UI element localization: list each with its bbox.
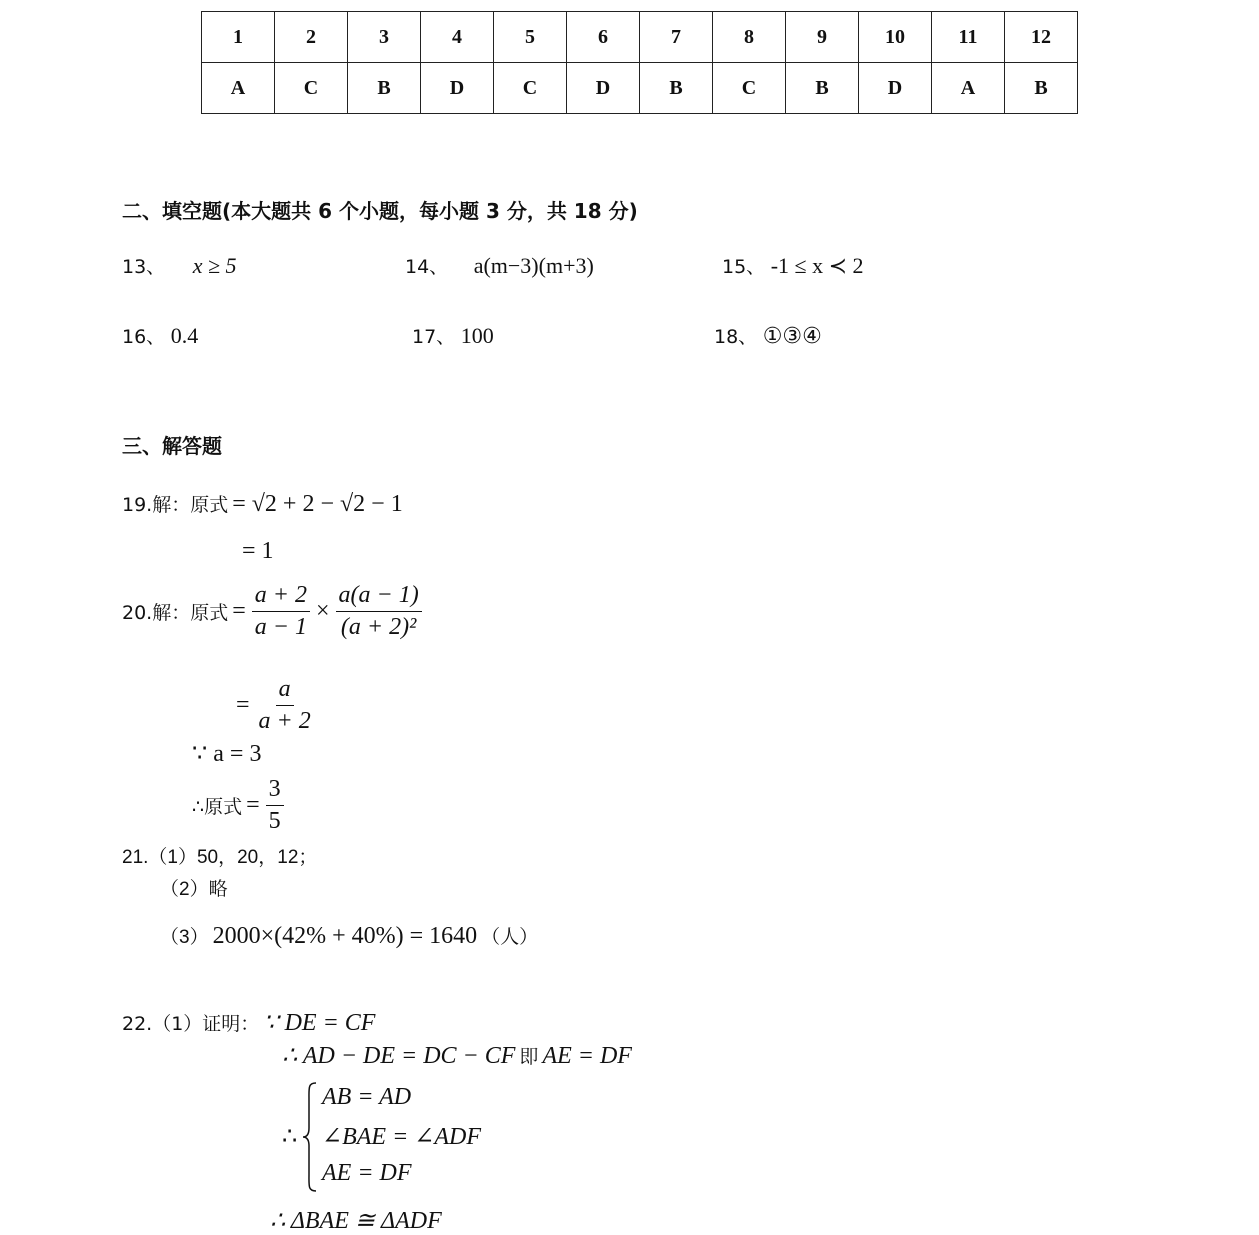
table-cell: B <box>348 63 421 114</box>
q21-line2: （2）略 <box>160 879 228 900</box>
table-cell: B <box>1005 63 1078 114</box>
q22-system-2: ∠BAE = ∠ADF <box>322 1124 482 1150</box>
table-cell: A <box>932 63 1005 114</box>
q22-derivation: ∴ AD − DE = DC − CF <box>282 1043 516 1069</box>
fraction-4 <box>266 776 284 835</box>
q21-line3 <box>160 922 538 950</box>
fill-item-13 <box>122 252 237 279</box>
table-cell: 12 <box>1005 12 1078 63</box>
item-label: 16、 <box>122 326 166 348</box>
item-answer: -1 ≤ x ≺ 2 <box>770 253 864 278</box>
fill-item-17 <box>412 322 494 349</box>
fill-item-14 <box>405 252 594 279</box>
table-cell: 8 <box>713 12 786 63</box>
table-cell: 10 <box>859 12 932 63</box>
answer-table-answer-row <box>202 63 1078 114</box>
fill-item-15 <box>722 252 864 279</box>
equals-sign: = <box>236 692 250 718</box>
fraction-numerator: a(a − 1) <box>336 582 422 612</box>
q20-line1 <box>122 582 424 641</box>
item-answer: 100 <box>460 323 494 348</box>
q22-therefore: ∴ <box>282 1124 298 1150</box>
fraction-numerator: a + 2 <box>252 582 310 612</box>
item-label: 13、 <box>122 256 166 278</box>
therefore-label: ∴原式 <box>192 796 243 818</box>
q22-line1 <box>122 1008 375 1037</box>
table-cell: C <box>494 63 567 114</box>
q19-line1 <box>122 490 403 518</box>
table-cell: D <box>859 63 932 114</box>
table-cell: C <box>713 63 786 114</box>
equals-sign: = <box>232 598 246 624</box>
left-brace-icon <box>300 1080 320 1194</box>
q20-line2 <box>236 676 316 735</box>
q21-expr: 2000×(42% + 40%) = 1640 <box>212 923 478 949</box>
table-cell: 7 <box>640 12 713 63</box>
q22-ji: 即 <box>519 1046 539 1068</box>
q22-label: 22.（1）证明： <box>122 1013 260 1035</box>
table-cell: 2 <box>275 12 348 63</box>
table-cell: D <box>421 63 494 114</box>
fraction-numerator: a <box>276 676 294 706</box>
q22-given: ∵ DE = CF <box>263 1010 376 1036</box>
q20-label: 20.解：原式 <box>122 602 229 624</box>
fraction-2 <box>336 582 422 641</box>
item-label: 17、 <box>412 326 456 348</box>
item-answer: a(m−3)(m+3) <box>473 253 594 278</box>
section2-heading: 二、填空题(本大题共 6 个小题，每小题 3 分，共 18 分) <box>122 199 638 223</box>
q21-unit: （人） <box>481 926 539 948</box>
q21-label: （3） <box>160 927 209 948</box>
table-cell: 1 <box>202 12 275 63</box>
item-answer: 0.4 <box>170 323 199 348</box>
fill-item-16 <box>122 322 198 349</box>
equals-sign: = <box>246 792 260 818</box>
q20-result <box>192 776 286 835</box>
q20-because: ∵ a = 3 <box>192 741 262 767</box>
fill-item-18 <box>714 322 822 349</box>
q19-line2: = 1 <box>242 538 274 564</box>
fraction-denominator: (a + 2)² <box>340 614 417 640</box>
table-cell: 9 <box>786 12 859 63</box>
q19-label: 19.解：原式 <box>122 494 229 516</box>
table-cell: B <box>640 63 713 114</box>
table-cell: 6 <box>567 12 640 63</box>
table-cell: A <box>202 63 275 114</box>
table-cell: C <box>275 63 348 114</box>
q21-line1: 21.（1）50，20，12； <box>122 847 318 868</box>
table-cell: 3 <box>348 12 421 63</box>
table-cell: B <box>786 63 859 114</box>
answer-table-number-row <box>202 12 1078 63</box>
item-answer: x ≥ 5 <box>192 253 237 278</box>
item-answer: ①③④ <box>762 324 822 349</box>
item-label: 14、 <box>405 256 449 278</box>
q22-line2 <box>282 1041 632 1070</box>
times-sign: × <box>315 598 330 624</box>
table-cell: D <box>567 63 640 114</box>
q22-system-3: AE = DF <box>322 1160 412 1186</box>
table-cell: 5 <box>494 12 567 63</box>
table-cell: 11 <box>932 12 1005 63</box>
q22-conclusion: ∴ ΔBAE ≅ ΔADF <box>270 1208 442 1234</box>
answer-table <box>201 11 1078 114</box>
fraction-denominator: a + 2 <box>258 708 311 734</box>
fraction-denominator: 5 <box>268 808 281 834</box>
fraction-1 <box>252 582 310 641</box>
section3-heading: 三、解答题 <box>122 434 222 458</box>
item-label: 18、 <box>714 326 758 348</box>
fraction-numerator: 3 <box>266 776 284 806</box>
table-cell: 4 <box>421 12 494 63</box>
q19-expr: = √2 + 2 − √2 − 1 <box>232 491 403 517</box>
fraction-denominator: a − 1 <box>254 614 307 640</box>
item-label: 15、 <box>722 256 766 278</box>
fraction-3 <box>256 676 314 735</box>
q22-system-1: AB = AD <box>322 1084 412 1110</box>
q22-derivation-result: AE = DF <box>542 1043 632 1069</box>
